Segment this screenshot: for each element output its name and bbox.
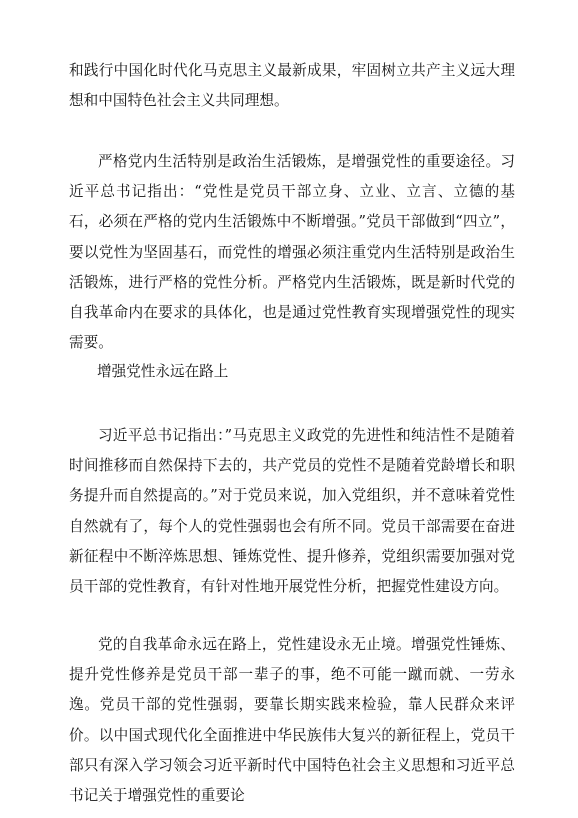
paragraph-xi-quote: 习近平总书记指出：”马克思主义政党的先进性和纯洁性不是随着时间推移而自然保持下去的，共产党员的党性不是随着党龄增长和职务提升而自然提高的。”对于党员来说，加入党组织，并不意味着党性自然就有了，每个人的党性强弱也会有所不同。党员干部需要在奋进新征程中不断淬炼思想、锤炼党性、提升修养，党组织需要加强对党员干部的党性教育，有针对性地开展党性分析，把握党性建设方向。 bbox=[69, 427, 515, 596]
paragraph-closing-previous: 和践行中国化时代化马克思主义最新成果，牢固树立共产主义远大理想和中国特色社会主义共同理想。 bbox=[69, 62, 515, 110]
section-heading: 增强党性永远在路上 bbox=[97, 363, 229, 380]
paragraph-party-life-discipline: 严格党内生活特别是政治生活锻炼，是增强党性的重要途径。习近平总书记指出：“党性是党员干部立身、立业、立言、立德的基石，必须在严格的党内生活锻炼中不断增强。”党员干部做到“四立”，要以党性为坚固基石，而党性的增强必须注重党内生活特别是政治生活锻炼，进行严格的党性分析。严格党内生活锻炼，既是新时代党的自我革命内在要求的具体化，也是通过党性教育实现增强党性的现实需要。 bbox=[69, 153, 515, 352]
paragraph-self-revolution: 党的自我革命永远在路上，党性建设永无止境。增强党性锤炼、提升党性修养是党员干部一辈子的事，绝不可能一蹴而就、一劳永逸。党员干部的党性强弱，要靠长期实践来检验，靠人民群众来评价。以中国式现代化全面推进中华民族伟大复兴的新征程上，党员干部只有深入学习领会习近平新时代中国特色社会主义思想和习近平总书记关于增强党性的重要论 bbox=[69, 636, 515, 805]
